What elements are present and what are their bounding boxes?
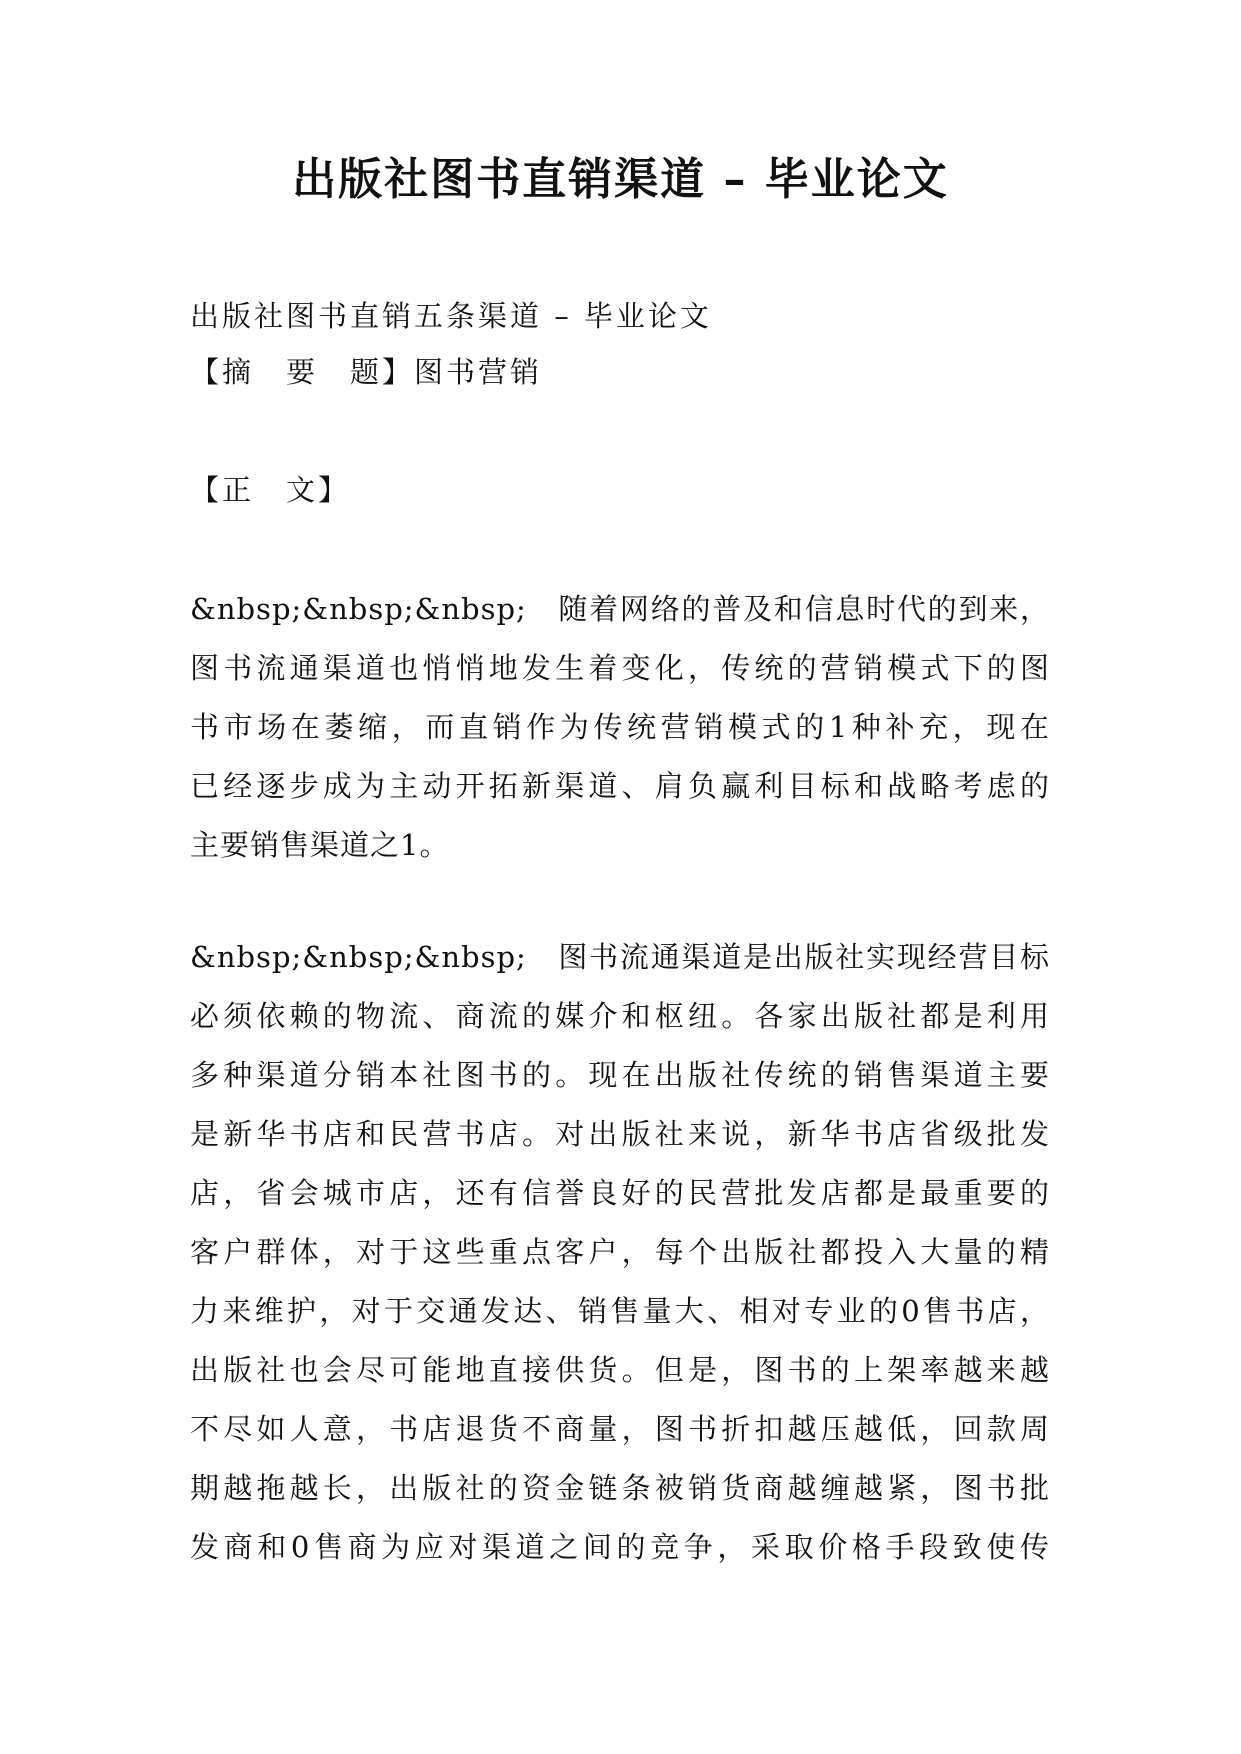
paragraph-1 — [190, 580, 1050, 875]
document-subtitle: 出版社图书直销五条渠道 – 毕业论文 — [190, 299, 712, 333]
paragraph-line: 书市场在萎缩，而直销作为传统营销模式的1种补充，现在 — [190, 710, 1050, 744]
paragraph-line: 不尽如人意，书店退货不商量，图书折扣越压越低，回款周 — [190, 1412, 1050, 1446]
paragraph-line: 多种渠道分销本社图书的。现在出版社传统的销售渠道主要 — [190, 1058, 1050, 1092]
paragraph-line: 主要销售渠道之1。 — [190, 828, 450, 862]
document-title: 出版社图书直销渠道 – 毕业论文 — [292, 154, 949, 205]
paragraph-line: 客户群体，对于这些重点客户，每个出版社都投入大量的精 — [190, 1235, 1050, 1269]
paragraph-line: 发商和0售商为应对渠道之间的竞争，采取价格手段致使传 — [190, 1530, 1050, 1564]
paragraph-line: 店，省会城市店，还有信誉良好的民营批发店都是最重要的 — [190, 1176, 1050, 1210]
paragraph-line: 期越拖越长，出版社的资金链条被销货商越缠越紧，图书批 — [190, 1471, 1050, 1505]
paragraph-line: 出版社也会尽可能地直接供货。但是，图书的上架率越来越 — [190, 1353, 1050, 1387]
paragraph-2 — [190, 928, 1050, 1577]
paragraph-line: 图书流通渠道也悄悄地发生着变化，传统的营销模式下的图 — [190, 651, 1050, 685]
paragraph-line: 必须依赖的物流、商流的媒介和枢纽。各家出版社都是利用 — [190, 999, 1050, 1033]
paragraph-line: 力来维护，对于交通发达、销售量大、相对专业的0售书店， — [190, 1294, 1050, 1328]
paragraph-line: &nbsp;&nbsp;&nbsp; 随着网络的普及和信息时代的到来， — [190, 592, 1050, 626]
body-label: 【正 文】 — [190, 473, 351, 507]
paragraph-line: 已经逐步成为主动开拓新渠道、肩负赢利目标和战略考虑的 — [190, 769, 1050, 803]
abstract-line: 【摘 要 题】图书营销 — [190, 355, 543, 389]
paragraph-line: &nbsp;&nbsp;&nbsp; 图书流通渠道是出版社实现经营目标 — [190, 940, 1050, 974]
paragraph-line: 是新华书店和民营书店。对出版社来说，新华书店省级批发 — [190, 1117, 1050, 1151]
